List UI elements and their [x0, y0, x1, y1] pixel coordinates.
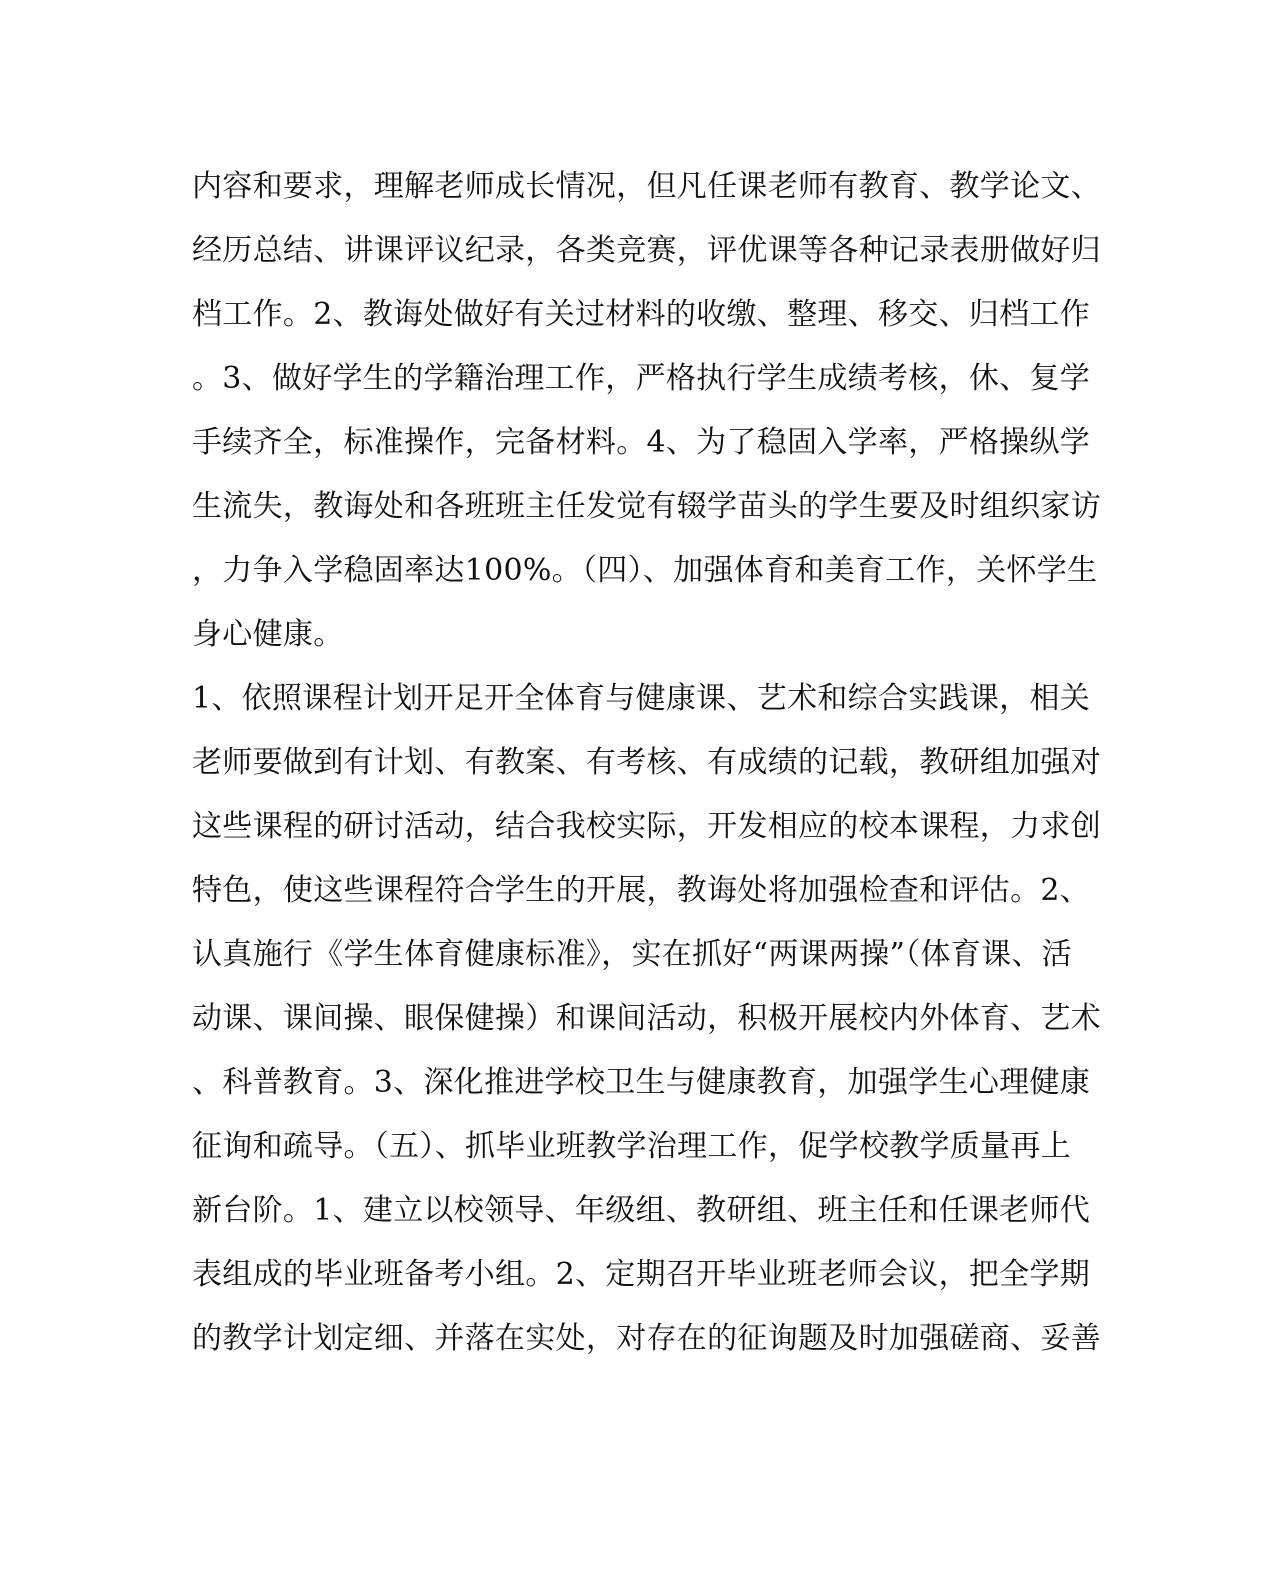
text-line: 这些课程的研讨活动，结合我校实际，开发相应的校本课程，力求创 — [192, 809, 1101, 844]
text-line: 生流失，教诲处和各班班主任发觉有辍学苗头的学生要及时组织家访 — [192, 489, 1101, 524]
text-line: 内容和要求，理解老师成长情况，但凡任课老师有教育、教学论文、 — [192, 169, 1101, 204]
text-line: 、科普教育。3、深化推进学校卫生与健康教育，加强学生心理健康 — [192, 1065, 1091, 1100]
text-line: 特色，使这些课程符合学生的开展，教诲处将加强检查和评估。2、 — [192, 873, 1091, 908]
text-line: ，力争入学稳固率达100%。（四）、加强体育和美育工作，关怀学生 — [192, 553, 1098, 588]
text-line: 表组成的毕业班备考小组。2、定期召开毕业班老师会议，把全学期 — [192, 1257, 1091, 1292]
text-line: 老师要做到有计划、有教案、有考核、有成绩的记载，教研组加强对 — [192, 745, 1101, 780]
text-line: 手续齐全，标准操作，完备材料。4、为了稳固入学率，严格操纵学 — [192, 425, 1091, 460]
text-line: 动课、课间操、眼保健操）和课间活动，积极开展校内外体育、艺术 — [192, 1001, 1101, 1036]
text-line: 经历总结、讲课评议纪录，各类竞赛，评优课等各种记录表册做好归 — [192, 233, 1101, 268]
text-line: 身心健康。 — [192, 617, 344, 652]
text-line: 征询和疏导。（五）、抓毕业班教学治理工作，促学校教学质量再上 — [192, 1129, 1071, 1164]
text-line: 1、依照课程计划开足开全体育与健康课、艺术和综合实践课，相关 — [192, 681, 1091, 716]
text-line: 新台阶。1、建立以校领导、年级组、教研组、班主任和任课老师代 — [192, 1193, 1091, 1228]
text-line: 档工作。2、教诲处做好有关过材料的收缴、整理、移交、归档工作 — [192, 297, 1091, 332]
text-line: 认真施行《学生体育健康标准》，实在抓好“两课两操”（体育课、活 — [192, 937, 1072, 972]
text-line: 。3、做好学生的学籍治理工作，严格执行学生成绩考核，休、复学 — [192, 361, 1091, 396]
text-line: 的教学计划定细、并落在实处，对存在的征询题及时加强磋商、妥善 — [192, 1321, 1101, 1356]
